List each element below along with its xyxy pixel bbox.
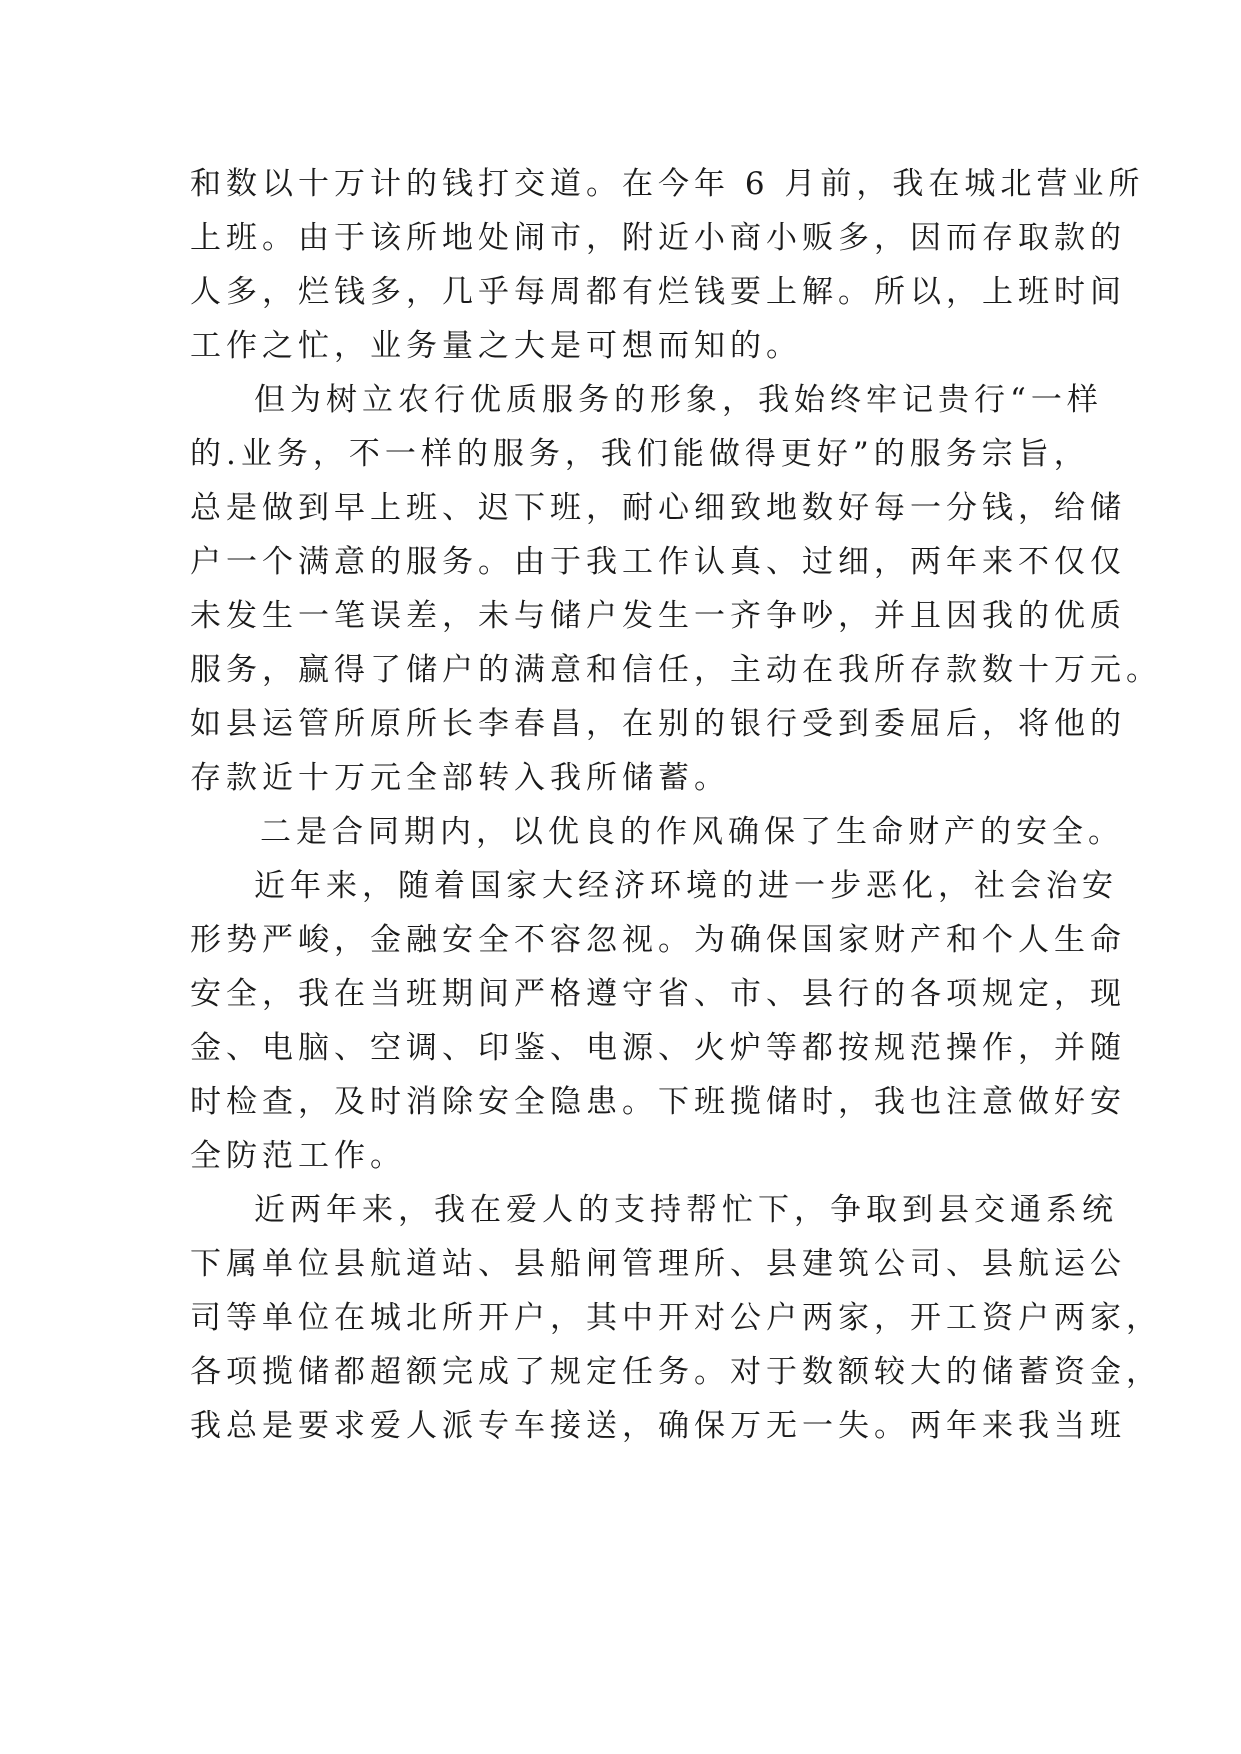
text-line: 形势严峻，金融安全不容忽视。为确保国家财产和个人生命 bbox=[190, 922, 1126, 958]
text-line: 未发生一笔误差，未与储户发生一齐争吵，并且因我的优质 bbox=[190, 598, 1126, 634]
text-line: 我总是要求爱人派专车接送，确保万无一失。两年来我当班 bbox=[190, 1408, 1126, 1444]
text-line: 时检查，及时消除安全隐患。下班揽储时，我也注意做好安 bbox=[190, 1084, 1126, 1120]
text-line: 安全，我在当班期间严格遵守省、市、县行的各项规定，现 bbox=[190, 976, 1126, 1012]
text-line: 存款近十万元全部转入我所储蓄。 bbox=[190, 760, 730, 796]
text-line: 金、电脑、空调、印鉴、电源、火炉等都按规范操作，并随 bbox=[190, 1030, 1126, 1066]
text-line: 下属单位县航道站、县船闸管理所、县建筑公司、县航运公 bbox=[190, 1246, 1126, 1282]
text-line: 总是做到早上班、迟下班，耐心细致地数好每一分钱，给储 bbox=[190, 490, 1126, 526]
paragraph-first-line: 近两年来，我在爱人的支持帮忙下，争取到县交通系统 bbox=[254, 1192, 1118, 1228]
text-line: 服务，赢得了储户的满意和信任，主动在我所存款数十万元。 bbox=[190, 652, 1162, 688]
text-line: 人多，烂钱多，几乎每周都有烂钱要上解。所以，上班时间 bbox=[190, 274, 1126, 310]
text-line: 全防范工作。 bbox=[190, 1138, 406, 1174]
document-body bbox=[190, 157, 1162, 1453]
text-line: 司等单位在城北所开户，其中开对公户两家，开工资户两家， bbox=[190, 1300, 1162, 1336]
text-line: 的.业务，不一样的服务，我们能做得更好”的服务宗旨， bbox=[190, 436, 1090, 472]
text-line: 和数以十万计的钱打交道。在今年 6 月前，我在城北营业所 bbox=[190, 166, 1145, 202]
text-line: 各项揽储都超额完成了规定任务。对于数额较大的储蓄资金， bbox=[190, 1354, 1162, 1390]
text-line: 如县运管所原所长李春昌，在别的银行受到委屈后，将他的 bbox=[190, 706, 1126, 742]
paragraph-first-line: 近年来，随着国家大经济环境的进一步恶化，社会治安 bbox=[254, 868, 1118, 904]
text-line: 工作之忙，业务量之大是可想而知的。 bbox=[190, 328, 802, 364]
text-line: 户一个满意的服务。由于我工作认真、过细，两年来不仅仅 bbox=[190, 544, 1126, 580]
text-line: 上班。由于该所地处闹市，附近小商小贩多，因而存取款的 bbox=[190, 220, 1126, 256]
paragraph-first-line: 但为树立农行优质服务的形象，我始终牢记贵行“一样 bbox=[254, 382, 1103, 418]
section-heading: 二是合同期内，以优良的作风确保了生命财产的安全。 bbox=[260, 814, 1124, 850]
